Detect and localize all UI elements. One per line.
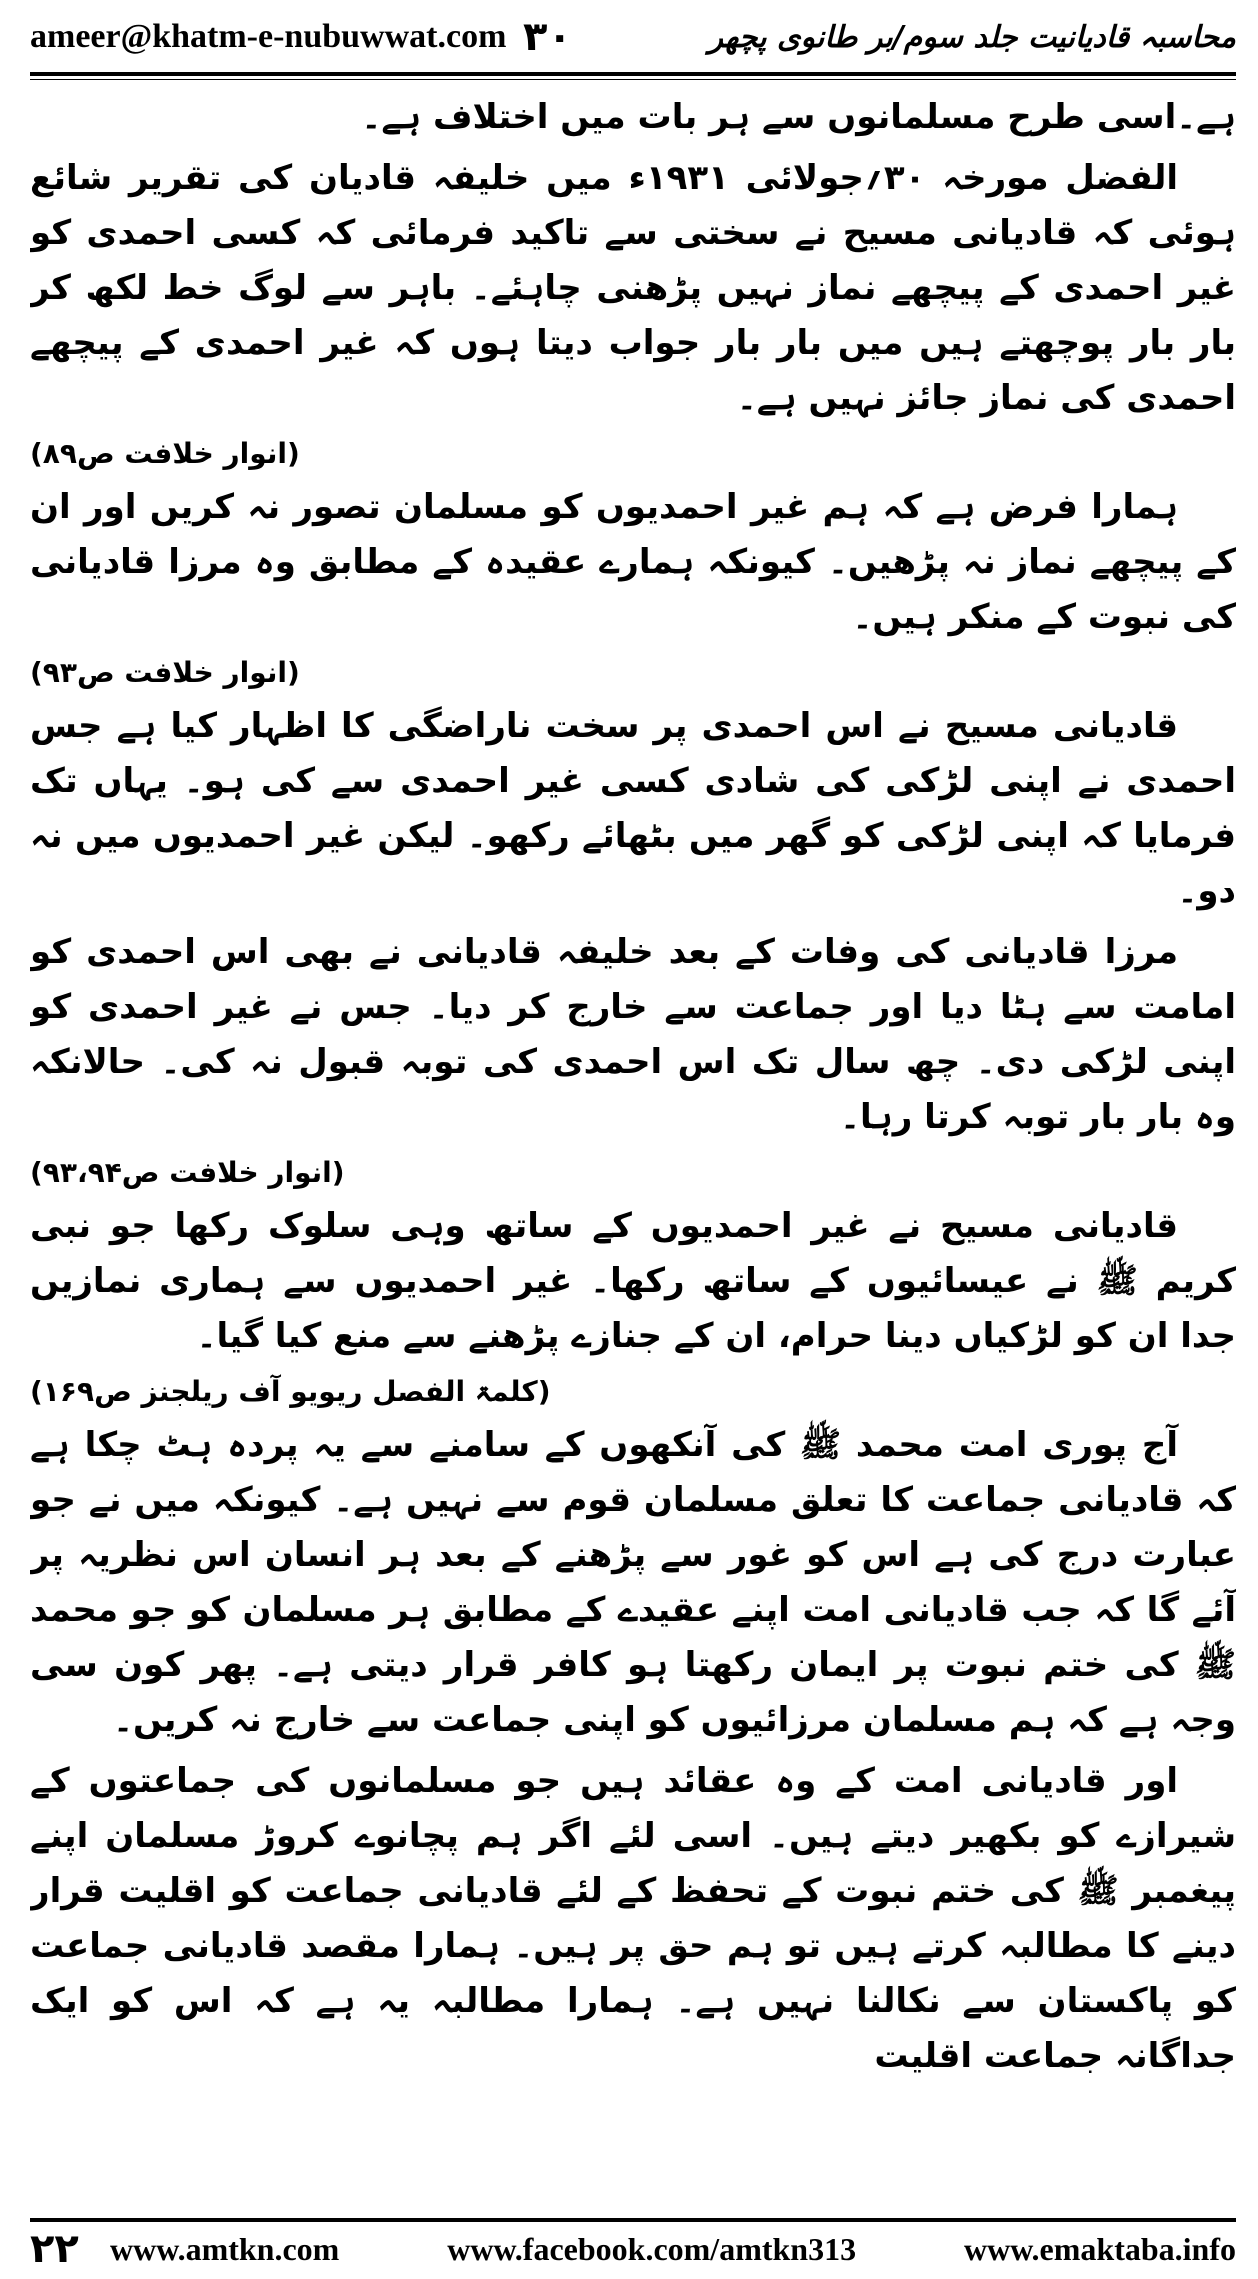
paragraph-3: ہمارا فرض ہے کہ ہم غیر احمدیوں کو مسلمان تصور نہ کریں اور ان کے پیچھے نماز نہ پڑھیں۔ کیونکہ ہمارے عقیدہ کے مطابق وہ مرزا قادیانی کی نبوت کے منکر ہیں۔ xyxy=(30,487,1236,637)
footer-link-amtkn[interactable]: www.amtkn.com xyxy=(110,2230,340,2267)
page-header xyxy=(30,6,1236,68)
paragraph-6: قادیانی مسیح نے غیر احمدیوں کے ساتھ وہی سلوک رکھا جو نبی کریم ﷺ نے عیسائیوں کے ساتھ رکھا۔ غیر احمدیوں سے ہماری نمازیں جدا ان کو لڑکیاں دینا حرام، ان کے جنازے پڑھنے سے منع کیا گیا۔ xyxy=(30,1206,1236,1356)
header-page-number: ۳۰ xyxy=(523,14,572,60)
paragraph-1: ہے۔اسی طرح مسلمانوں سے ہر بات میں اختلاف ہے۔ xyxy=(361,97,1236,137)
paragraph-8: اور قادیانی امت کے وہ عقائد ہیں جو مسلمانوں کی جماعتوں کے شیرازے کو بکھیر دیتے ہیں۔ اسی لئے اگر ہم پچانوے کروڑ مسلمان اپنے پیغمبر ﷺ کی ختم نبوت کے تحفظ کے لئے قادیانی جماعت کو اقلیت قرار دینے کا مطالبہ کرتے ہیں تو ہم حق پر ہیں۔ ہمارا مقصد قادیانی جماعت کو پاکستان سے نکالنا نہیں ہے۔ ہمارا مطالبہ یہ ہے کہ اس کو ایک جداگانہ جماعت اقلیت xyxy=(30,1761,1236,2076)
footer-link-emaktaba[interactable]: www.emaktaba.info xyxy=(963,2230,1236,2267)
paragraph-7: آج پوری امت محمد ﷺ کی آنکھوں کے سامنے سے یہ پردہ ہٹ چکا ہے کہ قادیانی جماعت کا تعلق مسلمان قوم سے نہیں ہے۔ کیونکہ میں نے جو عبارت درج کی ہے اس کو غور سے پڑھنے کے بعد ہر انسان اس نظریہ پر آئے گا کہ جب قادیانی امت اپنے عقیدے کے مطابق ہر مسلمان کو جو محمد ﷺ کی ختم نبوت پر ایمان رکھتا ہو کافر قرار دیتی ہے۔ پھر کون سی وجہ ہے کہ ہم مسلمان مرزائیوں کو اپنی جماعت سے خارج نہ کریں۔ xyxy=(30,1425,1236,1740)
citation-2: (انوار خلافت ص۹۳) xyxy=(30,656,300,689)
footer-links xyxy=(110,2231,1236,2268)
citation-1: (انوار خلافت ص۸۹) xyxy=(30,437,300,470)
header-book-title: محاسبہ قادیانیت جلد سوم/بر طانوی پچھر xyxy=(708,19,1236,55)
page-footer xyxy=(30,2226,1236,2272)
paragraph-2: الفضل مورخہ ۳۰؍جولائی ۱۹۳۱ء میں خلیفہ قادیان کی تقریر شائع ہوئی کہ قادیانی مسیح نے سختی سے تاکید فرمائی کہ کسی احمدی کو غیر احمدی کے پیچھے نماز نہیں پڑھنی چاہئے۔ باہر سے لوگ خط لکھ کر بار بار پوچھتے ہیں میں بار بار جواب دیتا ہوں کہ غیر احمدی کے پیچھے احمدی کی نماز جائز نہیں ہے۔ xyxy=(30,158,1236,418)
header-rule xyxy=(30,72,1236,76)
footer-rule xyxy=(30,2218,1236,2222)
paragraph-5: مرزا قادیانی کی وفات کے بعد خلیفہ قادیانی نے بھی اس احمدی کو امامت سے ہٹا دیا اور جماعت سے خارج کر دیا۔ جس نے غیر احمدی کو اپنی لڑکی دی۔ چھ سال تک اس احمدی کی توبہ قبول نہ کی۔ حالانکہ وہ بار بار توبہ کرتا رہا۔ xyxy=(30,932,1236,1137)
paragraph-4: قادیانی مسیح نے اس احمدی پر سخت ناراضگی کا اظہار کیا ہے جس احمدی نے اپنی لڑکی کی شادی کسی غیر احمدی سے کی ہو۔ یہاں تک فرمایا کہ اپنی لڑکی کو گھر میں بٹھائے رکھو۔ لیکن غیر احمدیوں میں نہ دو۔ xyxy=(30,706,1236,911)
footer-page-number: ۲۲ xyxy=(30,2226,79,2272)
citation-3: (انوار خلافت ص۹۳،۹۴) xyxy=(30,1156,345,1189)
page-body xyxy=(30,90,1236,2210)
footer-link-facebook[interactable]: www.facebook.com/amtkn313 xyxy=(447,2230,857,2267)
header-email: ameer@khatm-e-nubuwwat.com xyxy=(30,18,507,55)
citation-4: (کلمۃ الفصل ریویو آف ریلجنز ص۱۶۹) xyxy=(30,1375,551,1408)
header-rule-thin xyxy=(30,79,1236,80)
